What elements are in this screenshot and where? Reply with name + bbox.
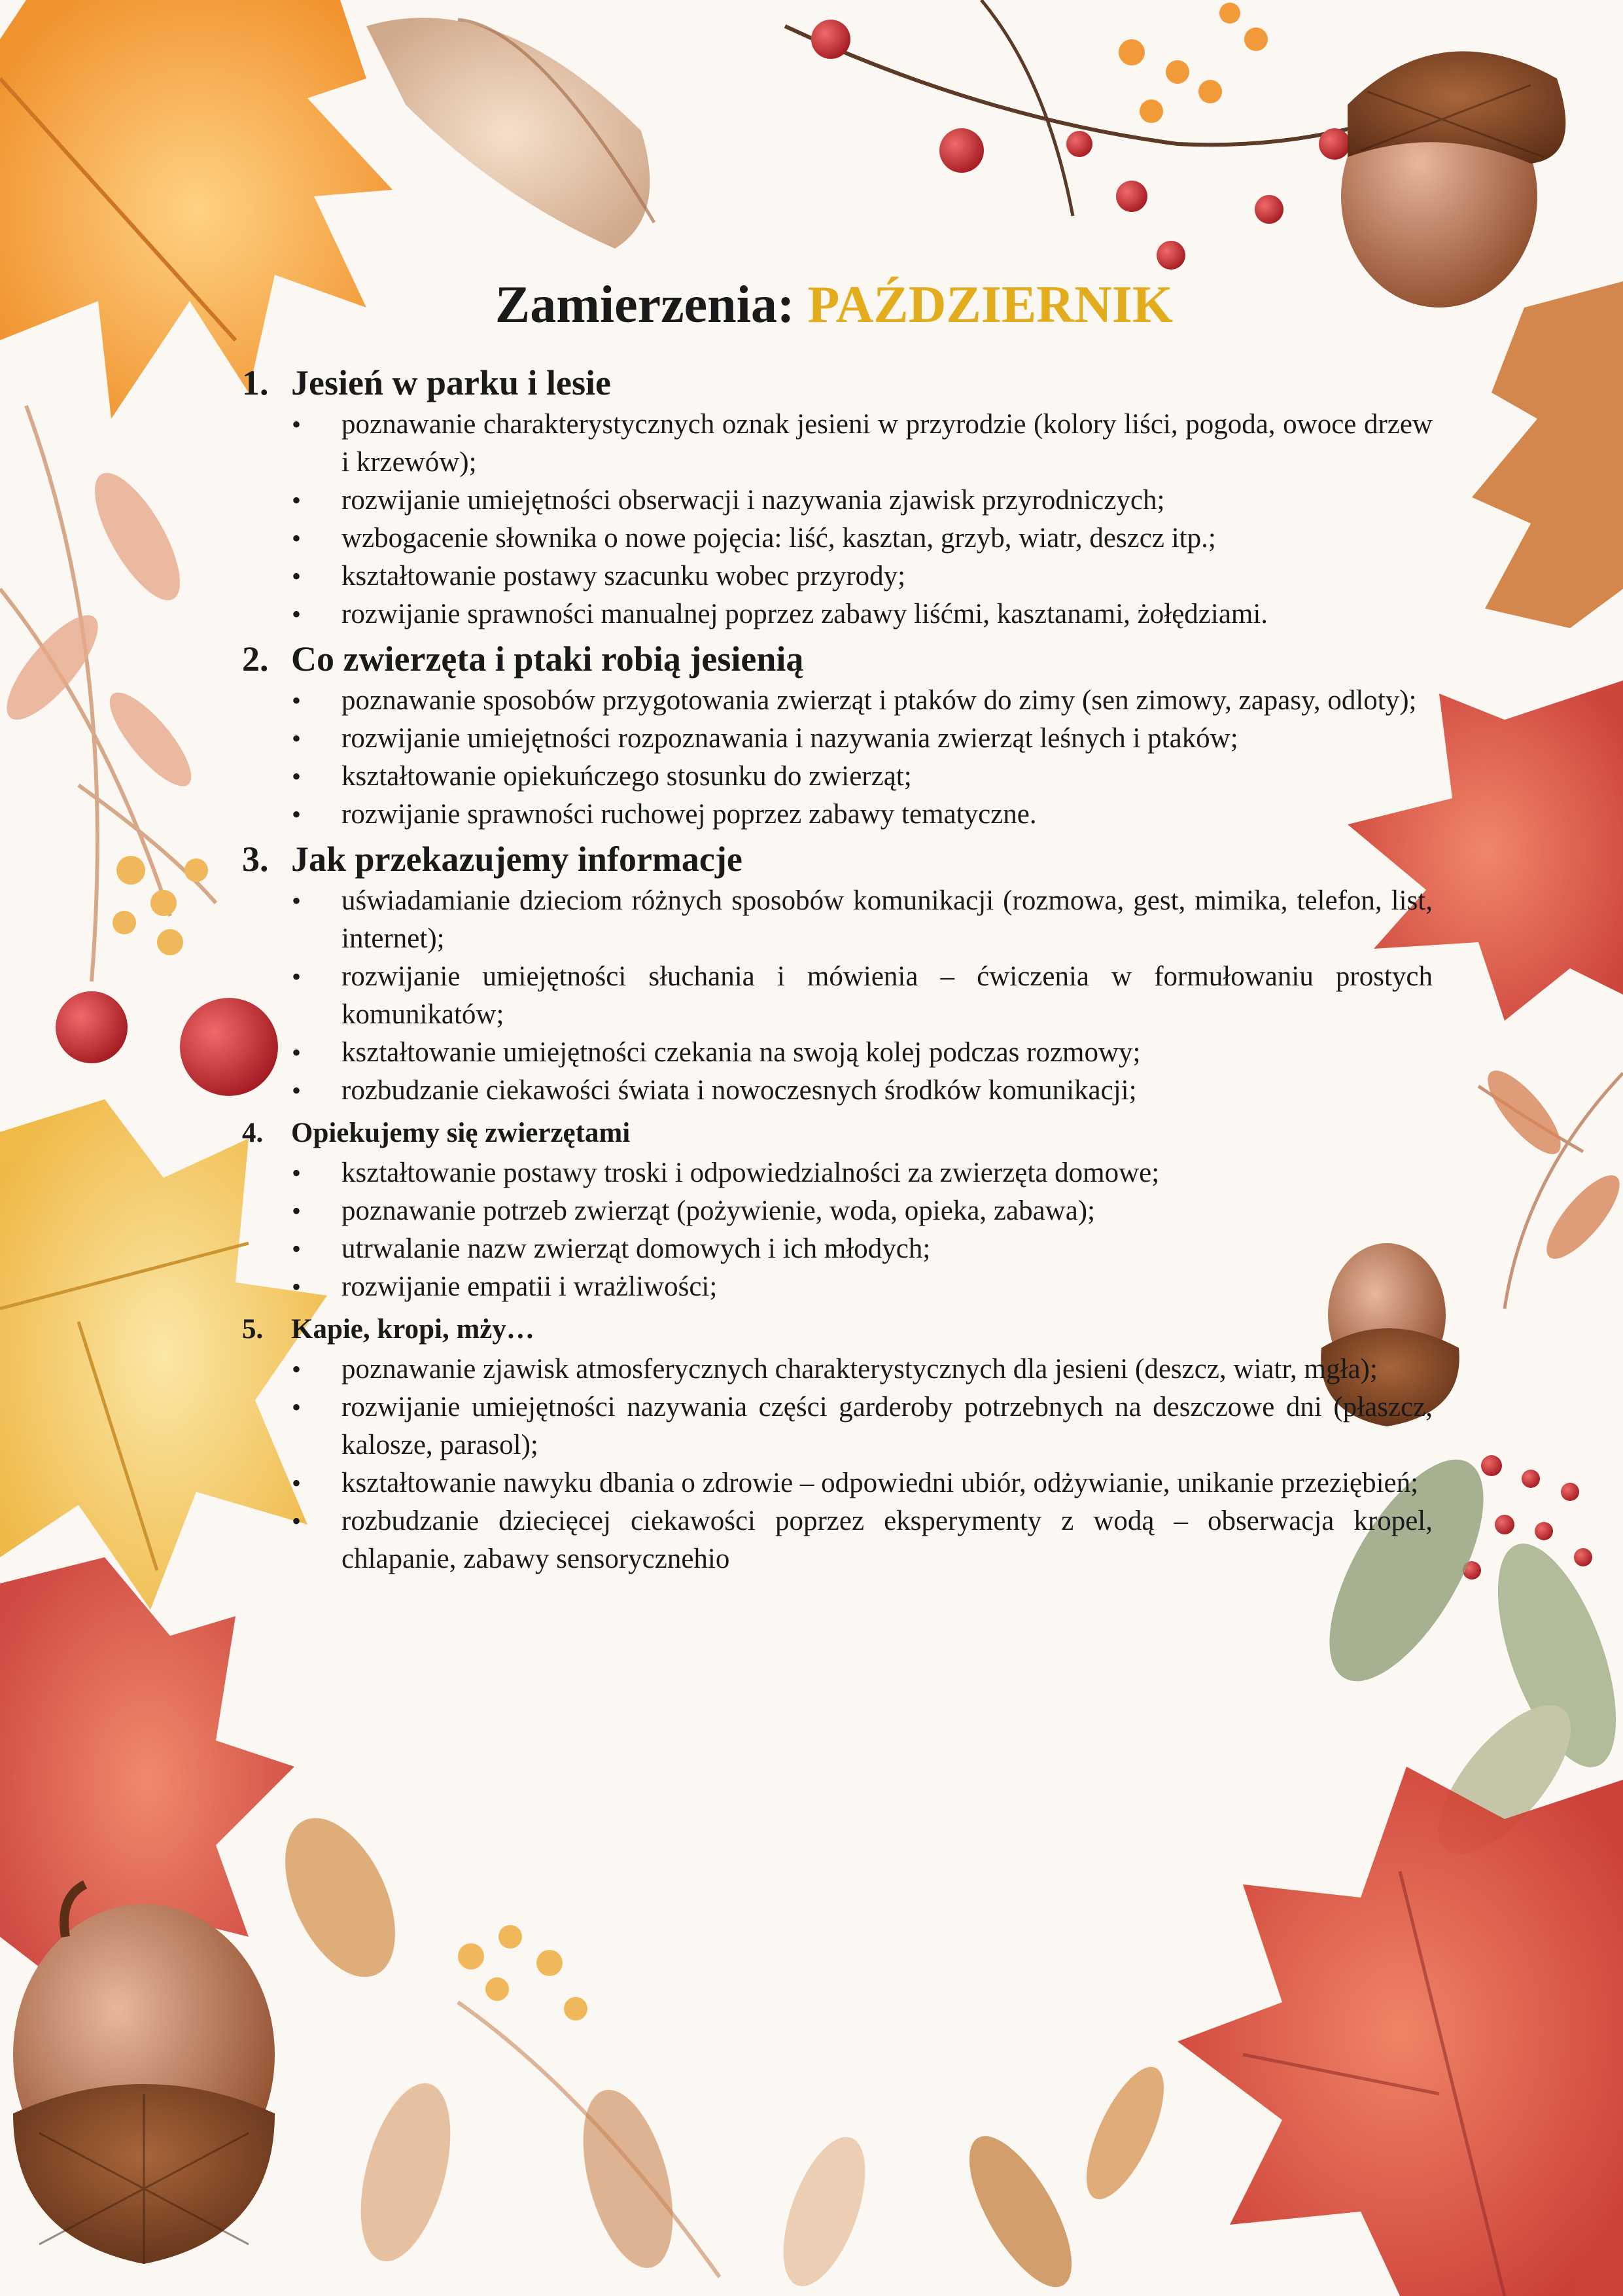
- yellow-berries-bottom: [458, 1925, 587, 2021]
- list-item-text: rozwijanie sprawności ruchowej poprzez zabawy tematyczne.: [341, 799, 1037, 830]
- list-item: [236, 758, 1433, 796]
- section-4: [236, 1112, 1433, 1306]
- list-item: [236, 1268, 1433, 1306]
- list-item-text: rozwijanie sprawności manualnej poprzez zabawy liśćmi, kasztanami, żołędziami.: [341, 599, 1268, 629]
- tan-leaves-bottom: [263, 1801, 882, 2296]
- sections-list: [236, 360, 1433, 1578]
- title-month: PAŹDZIERNIK: [807, 276, 1174, 334]
- list-item-text: wzbogacenie słownika o nowe pojęcia: liść, kasztan, grzyb, wiatr, deszcz itp.;: [341, 523, 1216, 554]
- bullet-icon: •: [292, 1076, 302, 1105]
- section-heading: [242, 836, 1433, 882]
- section-number: 2.: [242, 639, 269, 679]
- acorn-top-right: [1341, 51, 1565, 308]
- list-item-text: rozwijanie umiejętności obserwacji i nazywania zjawisk przyrodniczych;: [341, 485, 1165, 516]
- yellow-berries-left: [113, 856, 208, 955]
- section-heading: [242, 360, 1433, 406]
- list-item-text: poznawanie sposobów przygotowania zwierząt i ptaków do zimy (sen zimowy, zapasy, odloty);: [341, 685, 1417, 716]
- list-item-text: rozwijanie umiejętności rozpoznawania i nazywania zwierząt leśnych i ptaków;: [341, 723, 1238, 754]
- section-heading-text: Jesień w parku i lesie: [291, 363, 612, 402]
- section-heading: [242, 1112, 1433, 1154]
- list-item-text: poznawanie potrzeb zwierząt (pożywienie, woda, opieka, zabawa);: [341, 1195, 1096, 1226]
- bullet-icon: •: [292, 762, 302, 791]
- list-item: [236, 720, 1433, 758]
- list-item: [236, 682, 1433, 720]
- list-item: [236, 1072, 1433, 1110]
- list-item-text: utrwalanie nazw zwierząt domowych i ich młodych;: [341, 1233, 931, 1264]
- document-content: [236, 275, 1433, 1581]
- red-maple-leaf-bottom-right: [1178, 1767, 1623, 2296]
- bullet-icon: •: [292, 962, 302, 991]
- list-item: [236, 595, 1433, 633]
- bullet-icon: •: [292, 1234, 302, 1263]
- right-small-leaves: [1476, 1061, 1623, 1269]
- list-item: [236, 1192, 1433, 1230]
- list-item-text: rozbudzanie ciekawości świata i nowoczesnych środków komunikacji;: [341, 1075, 1137, 1106]
- list-item: [236, 1502, 1433, 1578]
- list-item: [236, 1388, 1433, 1464]
- list-item: [236, 1464, 1433, 1502]
- section-heading: [242, 636, 1433, 682]
- section-5: [236, 1309, 1433, 1578]
- brown-leaves-bottom: [950, 2057, 1179, 2296]
- bullet-icon: •: [292, 1272, 302, 1301]
- bullet-icon: •: [292, 800, 302, 829]
- section-1: [236, 360, 1433, 633]
- list-item: [236, 1230, 1433, 1268]
- bullet-list: [236, 682, 1433, 834]
- list-item-text: rozwijanie umiejętności nazywania części garderoby potrzebnych na deszczowe dni (płaszcz, kalosze, parasol);: [341, 1392, 1433, 1460]
- section-heading-text: Co zwierzęta i ptaki robią jesienią: [291, 639, 804, 679]
- section-number: 4.: [242, 1118, 264, 1148]
- bullet-icon: •: [292, 1392, 302, 1422]
- bullet-icon: •: [292, 1354, 302, 1384]
- section-number: 5.: [242, 1314, 264, 1345]
- list-item-text: rozwijanie umiejętności słuchania i mówienia – ćwiczenia w formułowaniu prostych komunikatów;: [341, 961, 1433, 1030]
- list-item: [236, 958, 1433, 1034]
- list-item-text: rozwijanie empatii i wrażliwości;: [341, 1271, 718, 1302]
- bullet-icon: •: [292, 1038, 302, 1067]
- list-item: [236, 796, 1433, 834]
- top-berry-branch: [785, 0, 1426, 270]
- section-heading-text: Opiekujemy się zwierzętami: [291, 1118, 631, 1148]
- list-item: [236, 882, 1433, 958]
- bullet-icon: •: [292, 599, 302, 629]
- section-heading: [242, 1309, 1433, 1351]
- bullet-list: [236, 882, 1433, 1110]
- bullet-icon: •: [292, 1506, 302, 1536]
- title-prefix: Zamierzenia:: [495, 276, 795, 334]
- list-item: [236, 1154, 1433, 1192]
- page-title: [236, 275, 1433, 335]
- bullet-icon: •: [292, 410, 302, 439]
- list-item-text: kształtowanie opiekuńczego stosunku do zwierząt;: [341, 761, 912, 792]
- section-heading-text: Jak przekazujemy informacje: [291, 839, 742, 879]
- bullet-icon: •: [292, 523, 302, 553]
- section-number: 3.: [242, 839, 269, 879]
- bullet-icon: •: [292, 1196, 302, 1226]
- bullet-icon: •: [292, 1468, 302, 1498]
- bullet-list: [236, 406, 1433, 633]
- list-item: [236, 482, 1433, 520]
- list-item-text: rozbudzanie dziecięcej ciekawości poprzez eksperymenty z wodą – obserwacja kropel, chlapanie, zabawy sensorycznehio: [341, 1506, 1433, 1574]
- list-item-text: poznawanie zjawisk atmosferycznych charakterystycznych dla jesieni (deszcz, wiatr, mgła);: [341, 1354, 1378, 1385]
- list-item-text: kształtowanie nawyku dbania o zdrowie – odpowiedni ubiór, odżywianie, unikanie przeziębień;: [341, 1468, 1419, 1498]
- list-item-text: kształtowanie postawy troski i odpowiedzialności za zwierzęta domowe;: [341, 1157, 1160, 1188]
- list-item-text: uświadamianie dzieciom różnych sposobów komunikacji (rozmowa, gest, mimika, telefon, list, internet);: [341, 885, 1433, 954]
- section-number: 1.: [242, 363, 269, 402]
- list-item-text: poznawanie charakterystycznych oznak jesieni w przyrodzie (kolory liści, pogoda, owoce drzew i krzewów);: [341, 409, 1433, 478]
- list-item: [236, 1034, 1433, 1072]
- bullet-icon: •: [292, 686, 302, 715]
- list-item-text: kształtowanie postawy szacunku wobec przyrody;: [341, 561, 906, 592]
- bullet-icon: •: [292, 724, 302, 753]
- brown-oak-leaf-right: [1472, 281, 1623, 628]
- bullet-icon: •: [292, 886, 302, 915]
- section-3: [236, 836, 1433, 1110]
- list-item: [236, 1351, 1433, 1388]
- list-item: [236, 520, 1433, 557]
- bullet-icon: •: [292, 1158, 302, 1188]
- section-heading-text: Kapie, kropi, mży…: [291, 1314, 534, 1345]
- list-item: [236, 406, 1433, 482]
- top-orange-berries: [1119, 3, 1268, 123]
- bullet-icon: •: [292, 486, 302, 515]
- bullet-list: [236, 1351, 1433, 1578]
- list-item-text: kształtowanie umiejętności czekania na swoją kolej podczas rozmowy;: [341, 1037, 1141, 1068]
- bullet-icon: •: [292, 561, 302, 591]
- list-item: [236, 557, 1433, 595]
- bullet-list: [236, 1154, 1433, 1306]
- tan-leaf-top: [366, 18, 650, 249]
- section-2: [236, 636, 1433, 834]
